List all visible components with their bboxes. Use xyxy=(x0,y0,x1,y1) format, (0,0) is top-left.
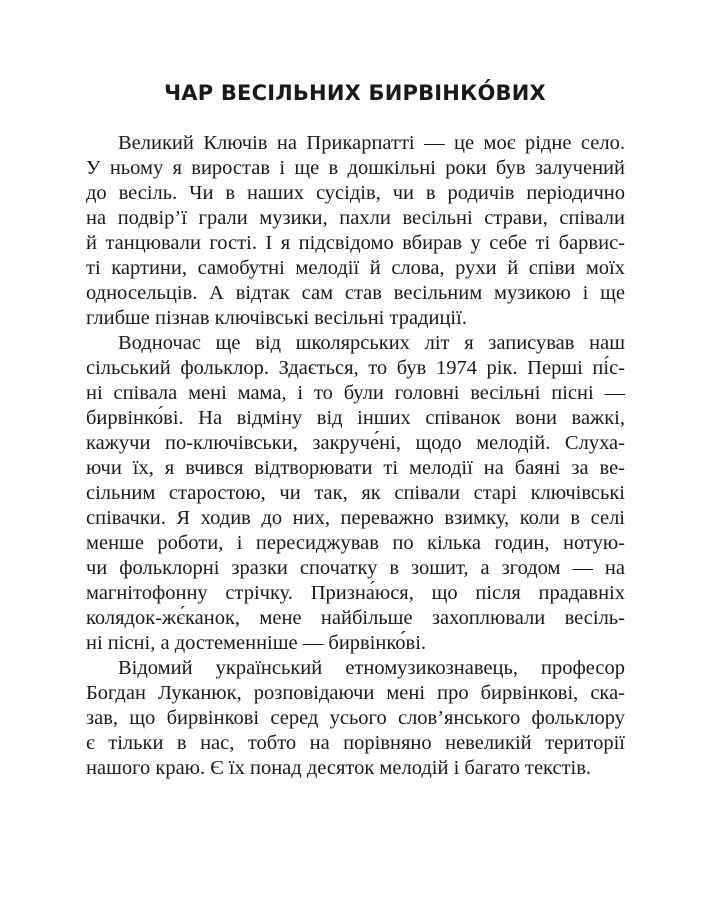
text-line: колядок-жє́канок, мене найбільше захоплювали весіль- xyxy=(86,607,625,629)
text-line: ті картини, самобутні мелодії й слова, рухи й співи моїх xyxy=(86,257,625,279)
text-line: бирвінко́ві. На відміну від інших співанок вони важкі, xyxy=(86,407,625,429)
text-line: односельців. А відтак сам став весільним музикою і ще xyxy=(86,282,625,304)
paragraph-3 xyxy=(86,656,625,781)
text-line: є тільки в нас, тобто на порівняно невеликій території xyxy=(86,732,625,754)
text-line: до весіль. Чи в наших сусідів, чи в родичів періодично xyxy=(86,182,625,204)
text-line: ючи їх, я вчився відтворювати ті мелодії на баяні за ве- xyxy=(86,457,625,479)
text-line: чи фольклорні зразки спочатку в зошит, а згодом — на xyxy=(86,557,625,579)
text-line: нашого краю. Є їх понад десяток мелодій і багато текстів. xyxy=(86,757,592,779)
text-line: У ньому я виростав і ще в дошкільні роки був залучений xyxy=(86,157,625,179)
text-line: магнітофонну стрічку. Призна́юся, що після прадавніх xyxy=(86,582,625,604)
text-line: зав, що бирвінкові серед усього слов’янського фольклору xyxy=(86,707,625,729)
text-line: ні пісні, а достеменніше — бирвінко́ві. xyxy=(86,632,427,654)
text-line: ні співала мені мама, і то були головні весільні пісні — xyxy=(86,382,625,404)
text-line: глибше пізнав ключівські весільні традиції. xyxy=(86,307,467,329)
text-line: Великий Ключів на Прикарпатті — це моє рідне село. xyxy=(118,132,625,154)
text-line: на подвір’ї грали музики, пахли весільні страви, співали xyxy=(86,207,625,229)
text-line: Водночас ще від школярських літ я записував наш xyxy=(118,332,625,354)
body-text xyxy=(86,131,625,781)
text-line: співачки. Я ходив до них, переважно взимку, коли в селі xyxy=(86,507,625,529)
text-line: й танцювали гості. І я підсвідомо вбирав у себе ті барвис- xyxy=(86,232,625,254)
text-line: Відомий український етномузикознавець, професор xyxy=(118,657,625,679)
text-line: менше роботи, і пересиджував по кілька годин, нотую- xyxy=(86,532,625,554)
text-line: сільський фольклор. Здається, то був 1974 рік. Перші пі́с- xyxy=(86,357,625,379)
text-line: Богдан Луканюк, розповідаючи мені про бирвінкові, ска- xyxy=(86,682,625,704)
paragraph-2 xyxy=(86,331,625,656)
paragraph-1 xyxy=(86,131,625,331)
text-line: кажучи по-ключівськи, закруче́ні, щодо мелодій. Слуха- xyxy=(86,432,625,454)
text-line: сільним старостою, чи так, як співали старі ключівські xyxy=(86,482,625,504)
chapter-title: ЧАР ВЕСІЛЬНИХ БИРВІНКО́ВИХ xyxy=(164,81,546,105)
